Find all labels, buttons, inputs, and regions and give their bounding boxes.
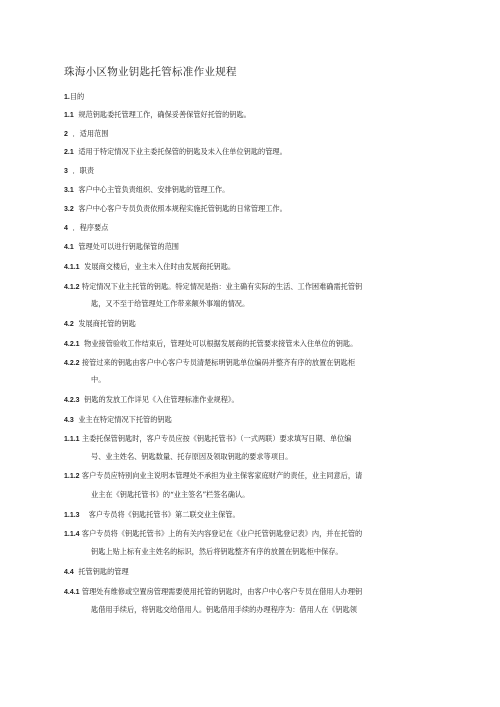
paragraph-text: 规范钥匙委托管理工作，确保妥善保管好托管的钥匙。 xyxy=(78,110,251,119)
paragraph xyxy=(64,415,172,426)
paragraph xyxy=(64,147,287,158)
paragraph xyxy=(64,204,287,215)
paragraph-text: 接管过来的钥匙由客户中心客户专员清楚标明钥匙单位编码并整齐有序的放置在钥匙柜 xyxy=(81,358,356,367)
paragraph-number: 4.3 xyxy=(64,417,74,424)
paragraph-number: 1.1.3 xyxy=(64,512,80,519)
paragraph-number: 4.4 xyxy=(64,569,74,576)
paragraph-number: 4 xyxy=(64,225,68,232)
paragraph xyxy=(64,471,362,482)
paragraph-number: 4.1 xyxy=(64,244,74,251)
paragraph-text: 目的 xyxy=(69,92,85,101)
paragraph xyxy=(64,567,129,578)
paragraph-text: ．程序要点 xyxy=(72,223,109,232)
paragraph xyxy=(64,129,108,140)
paragraph-number: 3.2 xyxy=(64,206,74,213)
paragraph-text: 客户中心客户专员负责依照本规程实施托管钥匙的日常管理工作。 xyxy=(78,204,287,213)
paragraph-text: 主委托保管钥匙时，客户专员应按《钥匙托管书》（一式两联）要求填写日期、单位编 xyxy=(81,434,352,443)
paragraph xyxy=(64,319,136,330)
paragraph-continuation: 号、业主姓名、钥匙数量、托存原因及领取钥匙的要求等项目。 xyxy=(91,452,293,461)
paragraph-text: 客户专员应特别向业主说明本管理处不承担为业主保客家庭财产的责任，业主同意后，请 xyxy=(81,471,363,480)
paragraph-text: 物业接管验收工作结束后，管理处可以根据发展商的托管要求接管未入住单位的钥匙。 xyxy=(84,339,358,348)
paragraph xyxy=(64,92,84,103)
paragraph xyxy=(64,223,108,234)
paragraph-number: 4.2 xyxy=(64,321,74,328)
paragraph xyxy=(64,242,179,253)
paragraph-text: 管理处可以进行钥匙保管的范围 xyxy=(78,242,179,251)
paragraph-number: 1.1 xyxy=(64,112,74,119)
paragraph xyxy=(64,185,229,196)
paragraph-number: 4.2.1 xyxy=(64,341,80,348)
paragraph-text: 适用于特定情况下业主委托保管的钥匙及未入住单位钥匙的管理。 xyxy=(78,147,287,156)
paragraph-number: 1.1.1 xyxy=(64,436,80,443)
document-title: 珠海小区物业钥匙托管标准作业规程 xyxy=(64,66,237,78)
paragraph xyxy=(64,166,94,177)
paragraph-text: 钥匙的发放工作详见《入住管理标准作业规程》。 xyxy=(84,395,239,404)
paragraph-text: 托管钥匙的管理 xyxy=(78,567,129,576)
paragraph-text: 客户专员将《钥匙托管书》第二联交业主保管。 xyxy=(88,510,240,519)
paragraph-number: 3 xyxy=(64,168,68,175)
paragraph-number: 4.4.1 xyxy=(64,589,80,596)
paragraph-number: 2.1 xyxy=(64,149,74,156)
paragraph-text: ．职责 xyxy=(72,166,95,175)
paragraph-text: 客户中心主管负责组织、安排钥匙的管理工作。 xyxy=(78,185,230,194)
paragraph-text: 特定情况下业主托管的钥匙。特定情况是指：业主确有实际的生活、工作困难确需托管钥 xyxy=(81,282,363,291)
paragraph xyxy=(64,587,362,598)
paragraph-text: 客户专员将《钥匙托管书》上的有关内容登记在《业户托管钥匙登记表》内，并在托管的 xyxy=(81,529,363,538)
paragraph xyxy=(64,282,362,293)
paragraph-continuation: 匙借用手续后，将钥匙交给借用人。钥匙借用手续的办理程序为：借用人在《钥匙领 xyxy=(91,605,357,614)
paragraph xyxy=(64,262,235,273)
paragraph xyxy=(64,395,239,406)
paragraph xyxy=(64,110,251,121)
paragraph-number: 1.1.2 xyxy=(64,473,80,480)
paragraph-number: 1.1.4 xyxy=(64,531,80,538)
paragraph-number: 4.1.1 xyxy=(64,264,80,271)
paragraph-continuation: 中。 xyxy=(91,375,106,384)
paragraph-text: 发展商交楼后，业主未入住时由发展商托钥匙。 xyxy=(84,262,236,271)
paragraph-text: 发展商托管的钥匙 xyxy=(78,319,136,328)
paragraph-continuation: 业主在《钥匙托管书》的“业主签名”栏签名确认。 xyxy=(91,490,250,499)
paragraph xyxy=(64,339,357,350)
paragraph-continuation: 匙，又不至于给管理处工作带来额外事端的情况。 xyxy=(91,299,250,308)
paragraph xyxy=(64,358,355,369)
paragraph-number: 4.2.2 xyxy=(64,360,80,367)
paragraph xyxy=(64,510,240,521)
paragraph-number: 3.1 xyxy=(64,187,74,194)
paragraph-number: 4.1.2 xyxy=(64,284,80,291)
paragraph xyxy=(64,434,351,445)
paragraph-text: 管理处有维修或空置房管理需要使用托管的钥匙时，由客户中心客户专员在借用人办理钥 xyxy=(81,587,363,596)
paragraph-text: 业主在特定情况下托管的钥匙 xyxy=(78,415,172,424)
paragraph-continuation: 钥匙上贴上标有业主姓名的标识，然后将钥匙整齐有序的放置在钥匙柜中保存。 xyxy=(91,547,343,556)
paragraph-number: 2 xyxy=(64,131,68,138)
paragraph xyxy=(64,529,362,540)
paragraph-number: 1. xyxy=(64,94,70,101)
paragraph-number: 4.2.3 xyxy=(64,397,80,404)
paragraph-text: ．适用范围 xyxy=(72,129,109,138)
